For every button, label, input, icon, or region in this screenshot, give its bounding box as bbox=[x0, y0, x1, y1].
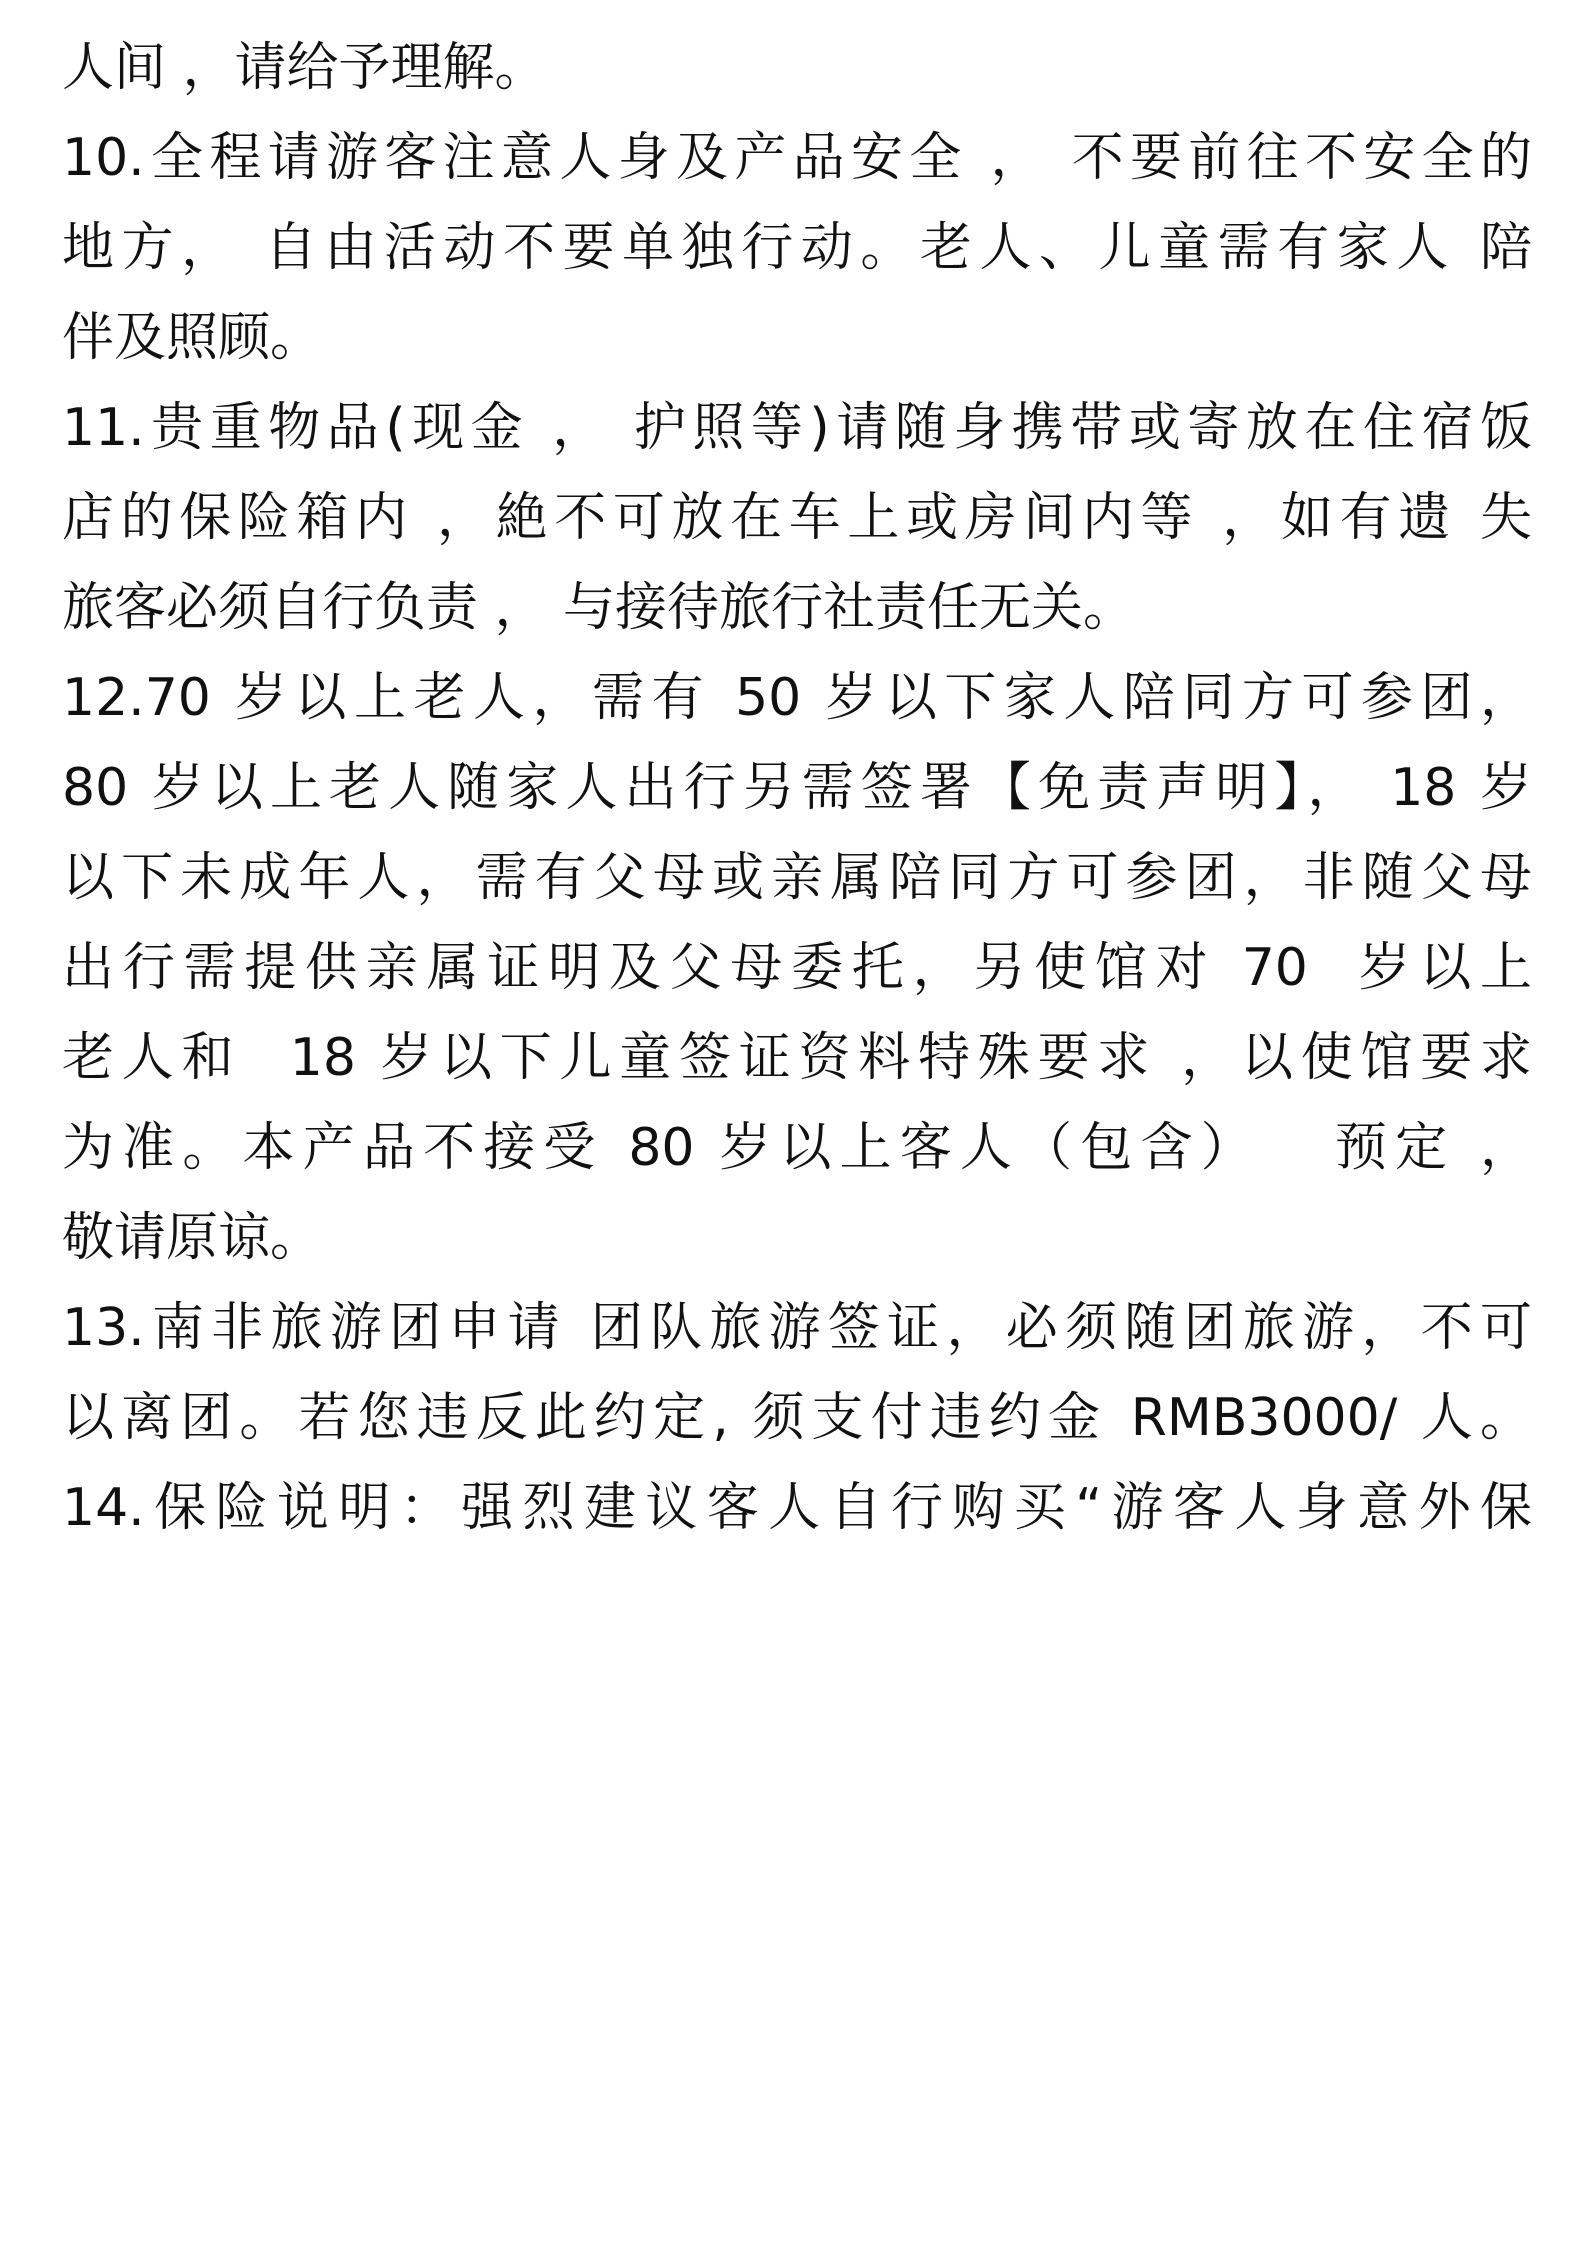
text-line-15: 13.南非旅游团申请 团队旅游签证，必须随团旅游，不可 bbox=[62, 1298, 1532, 1358]
text-line-13: 为准。本产品不接受 80 岁以上客人（包含） 预定 ， bbox=[62, 1118, 1532, 1178]
text-line-7: 旅客必须自行负责 ， 与接待旅行社责任无关。 bbox=[62, 578, 1136, 638]
text-line-17: 14.保险说明：强烈建议客人自行购买“游客人身意外保 bbox=[62, 1478, 1532, 1538]
text-line-6: 店的保险箱内 ，絶不可放在车上或房间内等 ，如有遗 失 bbox=[62, 488, 1532, 548]
text-line-2: 10.全程请游客注意人身及产品安全 ， 不要前往不安全的 bbox=[62, 128, 1532, 188]
text-line-5: 11.贵重物品(现金 ， 护照等)请随身携带或寄放在住宿饭 bbox=[62, 398, 1532, 458]
text-line-9: 80 岁以上老人随家人出行另需签署【免责声明】， 18 岁 bbox=[62, 758, 1532, 818]
text-line-14: 敬请原谅。 bbox=[62, 1208, 323, 1268]
text-line-4: 伴及照顾。 bbox=[62, 308, 323, 368]
text-line-8: 12.70 岁以上老人，需有 50 岁以下家人陪同方可参团， bbox=[62, 668, 1532, 728]
text-line-11: 出行需提供亲属证明及父母委托，另使馆对 70 岁以上 bbox=[62, 938, 1532, 998]
text-line-3: 地方， 自由活动不要单独行动。老人、儿童需有家人 陪 bbox=[62, 218, 1532, 278]
text-line-12: 老人和 18 岁以下儿童签证资料特殊要求 ，以使馆要求 bbox=[62, 1028, 1532, 1088]
text-line-1: 人间 ，请给予理解。 bbox=[62, 38, 547, 98]
text-line-10: 以下未成年人，需有父母或亲属陪同方可参团，非随父母 bbox=[62, 848, 1532, 908]
text-line-16: 以离团。若您违反此约定, 须支付违约金 RMB3000/ 人。 bbox=[62, 1388, 1532, 1448]
